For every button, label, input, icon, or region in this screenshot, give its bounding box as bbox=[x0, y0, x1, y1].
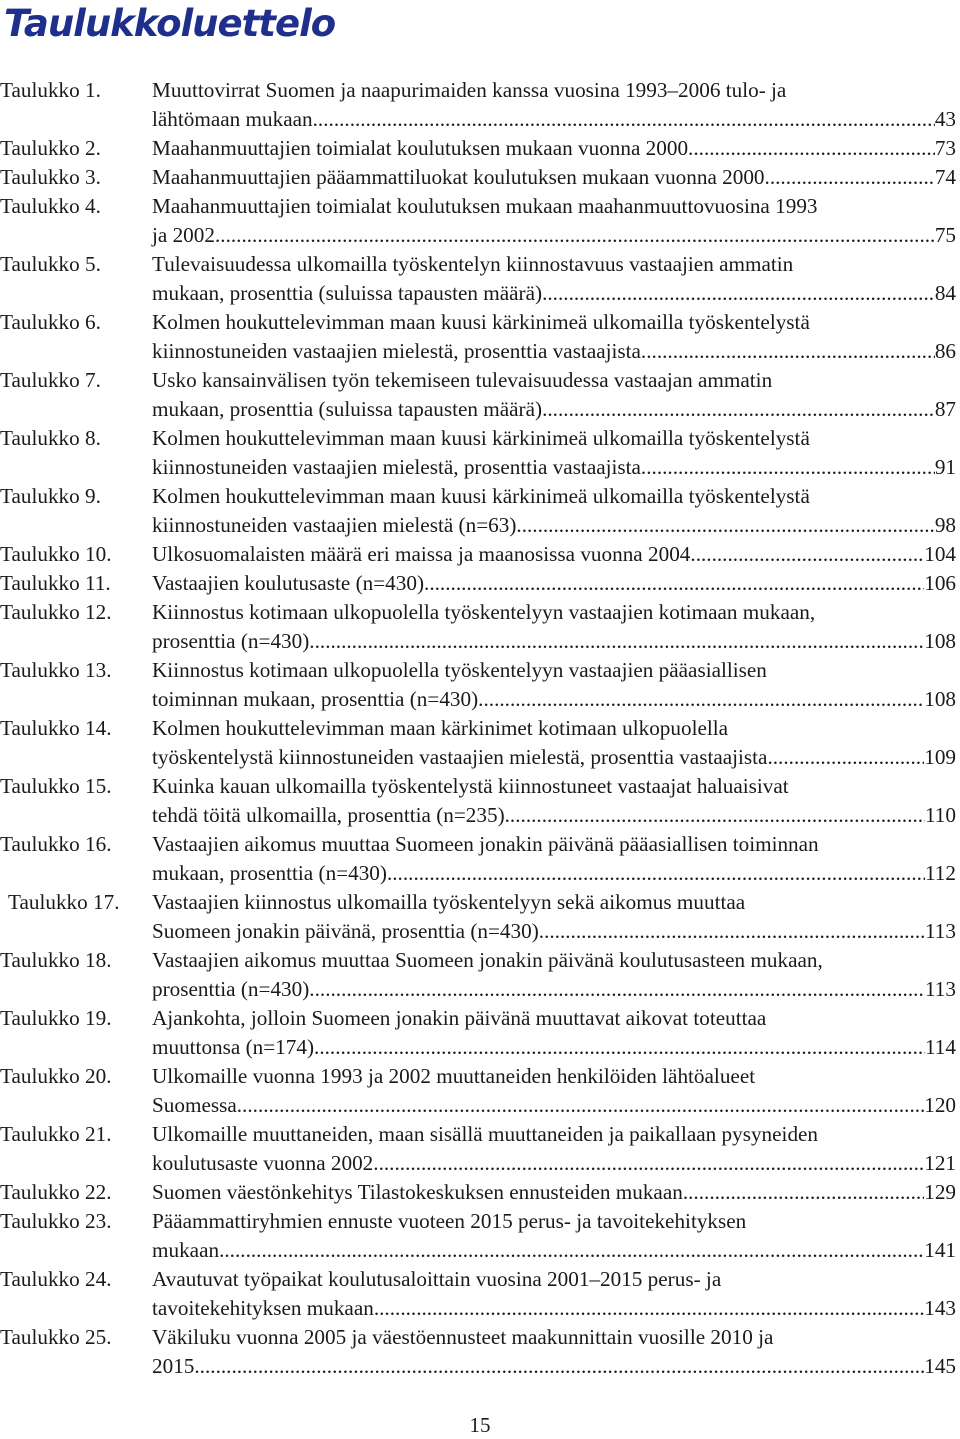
list-item[interactable] bbox=[0, 1004, 956, 1062]
caption-last-line bbox=[152, 569, 956, 598]
caption-last-line bbox=[152, 975, 956, 1004]
caption-line: Pääammattiryhmien ennuste vuoteen 2015 perus- ja tavoitekehityksen bbox=[152, 1209, 747, 1233]
caption-line: 2015. bbox=[152, 1354, 200, 1378]
page-reference[interactable]: 108 bbox=[924, 629, 956, 653]
caption-last-line bbox=[152, 627, 956, 656]
table-caption bbox=[152, 598, 956, 656]
list-item[interactable] bbox=[0, 598, 956, 656]
table-number: Taulukko 14. bbox=[0, 716, 112, 740]
dot-leader bbox=[693, 134, 934, 163]
table-caption bbox=[152, 1207, 956, 1265]
table-caption bbox=[152, 569, 956, 598]
page-reference[interactable]: 129 bbox=[924, 1180, 956, 1204]
dot-leader bbox=[688, 1178, 924, 1207]
table-number: Taulukko 12. bbox=[0, 600, 112, 624]
caption-last-line bbox=[152, 221, 956, 250]
page-reference[interactable]: 113 bbox=[925, 977, 956, 1001]
page-reference[interactable]: 143 bbox=[924, 1296, 956, 1320]
caption-line: mukaan, prosenttia (n=430). bbox=[152, 861, 393, 885]
table-number: Taulukko 8. bbox=[0, 426, 101, 450]
table-caption bbox=[152, 540, 956, 569]
list-item[interactable] bbox=[0, 1207, 956, 1265]
table-number: Taulukko 6. bbox=[0, 310, 101, 334]
dot-leader bbox=[510, 801, 925, 830]
caption-line: Ajankohta, jolloin Suomeen jonakin päivänä muuttavat aikovat toteuttaa bbox=[152, 1006, 767, 1030]
caption-last-line bbox=[152, 1294, 956, 1323]
caption-line: kiinnostuneiden vastaajien mielestä (n=63). bbox=[152, 513, 522, 537]
caption-last-line bbox=[152, 1091, 956, 1120]
caption-line: Kolmen houkuttelevimman maan kuusi kärkinimeä ulkomailla työskentelystä bbox=[152, 426, 810, 450]
caption-last-line bbox=[152, 511, 956, 540]
caption-line: muuttonsa (n=174). bbox=[152, 1035, 320, 1059]
caption-last-line bbox=[152, 134, 956, 163]
page-reference[interactable]: 113 bbox=[925, 919, 956, 943]
caption-line: mukaan, prosenttia (suluissa tapausten määrä). bbox=[152, 397, 548, 421]
list-item[interactable] bbox=[0, 424, 956, 482]
caption-line: mukaan. bbox=[152, 1238, 225, 1262]
page-reference[interactable]: 73 bbox=[934, 136, 956, 160]
table-caption bbox=[152, 1323, 956, 1381]
dot-leader bbox=[224, 1236, 924, 1265]
table-number: Taulukko 7. bbox=[0, 368, 101, 392]
table-caption bbox=[152, 424, 956, 482]
dot-leader bbox=[522, 511, 935, 540]
caption-line: Avautuvat työpaikat koulutusaloittain vuosina 2001–2015 perus- ja bbox=[152, 1267, 722, 1291]
caption-line: Tulevaisuudessa ulkomailla työskentelyn kiinnostavuus vastaajien ammatin bbox=[152, 252, 794, 276]
table-number: Taulukko 21. bbox=[0, 1122, 112, 1146]
table-number: Taulukko 1. bbox=[0, 78, 101, 102]
table-caption bbox=[152, 772, 956, 830]
table-caption bbox=[152, 1265, 956, 1323]
dot-leader bbox=[242, 1091, 924, 1120]
list-item[interactable] bbox=[0, 192, 956, 250]
caption-line: Suomeen jonakin päivänä, prosenttia (n=430). bbox=[152, 919, 545, 943]
caption-last-line bbox=[152, 917, 956, 946]
caption-line: koulutusaste vuonna 2002. bbox=[152, 1151, 379, 1175]
table-number: Taulukko 17. bbox=[8, 890, 120, 914]
list-item[interactable] bbox=[0, 888, 956, 946]
page-title: Taulukkoluettelo bbox=[4, 2, 336, 45]
table-number: Taulukko 10. bbox=[0, 542, 112, 566]
page-reference[interactable]: 108 bbox=[924, 687, 956, 711]
caption-line: Vastaajien aikomus muuttaa Suomeen jonakin päivänä koulutusasteen mukaan, bbox=[152, 948, 823, 972]
dot-leader bbox=[646, 337, 935, 366]
page-reference[interactable]: 109 bbox=[924, 745, 956, 769]
caption-last-line bbox=[152, 859, 956, 888]
caption-line: ja 2002. bbox=[152, 223, 221, 247]
page-reference[interactable]: 98 bbox=[934, 513, 956, 537]
dot-leader bbox=[315, 975, 925, 1004]
table-number: Taulukko 24. bbox=[0, 1267, 112, 1291]
page-reference[interactable]: 112 bbox=[925, 861, 956, 885]
table-number: Taulukko 11. bbox=[0, 571, 111, 595]
list-item[interactable] bbox=[0, 134, 956, 163]
table-caption bbox=[152, 163, 956, 192]
list-item[interactable] bbox=[0, 540, 956, 569]
table-caption bbox=[152, 308, 956, 366]
caption-line: toiminnan mukaan, prosenttia (n=430). bbox=[152, 687, 484, 711]
caption-line: Vastaajien kiinnostus ulkomailla työskentelyyn sekä aikomus muuttaa bbox=[152, 890, 746, 914]
caption-line: Ulkomaille muuttaneiden, maan sisällä muuttaneiden ja paikallaan pysyneiden bbox=[152, 1122, 819, 1146]
dot-leader bbox=[547, 395, 934, 424]
table-number: Taulukko 23. bbox=[0, 1209, 112, 1233]
caption-line: kiinnostuneiden vastaajien mielestä, prosenttia vastaajista. bbox=[152, 339, 647, 363]
table-caption bbox=[152, 366, 956, 424]
table-number: Taulukko 16. bbox=[0, 832, 112, 856]
caption-line: Vastaajien koulutusaste (n=430) bbox=[152, 571, 425, 595]
list-item[interactable] bbox=[0, 250, 956, 308]
caption-line: Maahanmuuttajien pääammattiluokat koulutuksen mukaan vuonna 2000. bbox=[152, 165, 770, 189]
caption-line: Kiinnostus kotimaan ulkopuolella työskentelyyn vastaajien pääasiallisen bbox=[152, 658, 767, 682]
table-number: Taulukko 20. bbox=[0, 1064, 112, 1088]
table-list bbox=[0, 76, 956, 1381]
page-reference[interactable]: 145 bbox=[924, 1354, 956, 1378]
dot-leader bbox=[544, 917, 925, 946]
dot-leader bbox=[483, 685, 924, 714]
caption-line: mukaan, prosenttia (suluissa tapausten määrä). bbox=[152, 281, 548, 305]
list-item[interactable] bbox=[0, 163, 956, 192]
caption-last-line bbox=[152, 1352, 956, 1381]
dot-leader bbox=[696, 540, 925, 569]
table-number: Taulukko 22. bbox=[0, 1180, 112, 1204]
table-caption bbox=[152, 946, 956, 1004]
caption-last-line bbox=[152, 1236, 956, 1265]
caption-line: Maahanmuuttajien toimialat koulutuksen mukaan vuonna 2000. bbox=[152, 136, 694, 160]
caption-line: prosenttia (n=430). bbox=[152, 629, 315, 653]
caption-last-line bbox=[152, 540, 956, 569]
caption-line: työskentelystä kiinnostuneiden vastaajien mielestä, prosenttia vastaajista. bbox=[152, 745, 773, 769]
list-item[interactable] bbox=[0, 656, 956, 714]
caption-last-line bbox=[152, 279, 956, 308]
page-reference[interactable]: 75 bbox=[934, 223, 956, 247]
page-reference[interactable]: 121 bbox=[924, 1151, 956, 1175]
caption-line: tavoitekehityksen mukaan. bbox=[152, 1296, 380, 1320]
dot-leader bbox=[319, 1033, 925, 1062]
page-reference[interactable]: 87 bbox=[934, 397, 956, 421]
caption-line: Ulkomaille vuonna 1993 ja 2002 muuttaneiden henkilöiden lähtöalueet bbox=[152, 1064, 756, 1088]
list-item[interactable] bbox=[0, 1265, 956, 1323]
table-caption bbox=[152, 250, 956, 308]
table-number: Taulukko 4. bbox=[0, 194, 101, 218]
caption-line: Väkiluku vuonna 2005 ja väestöennusteet maakunnittain vuosille 2010 ja bbox=[152, 1325, 774, 1349]
caption-line: Usko kansainvälisen työn tekemiseen tulevaisuudessa vastaajan ammatin bbox=[152, 368, 773, 392]
page-reference[interactable]: 43 bbox=[934, 107, 956, 131]
caption-line: prosenttia (n=430). bbox=[152, 977, 315, 1001]
caption-line: tehdä töitä ulkomailla, prosenttia (n=235). bbox=[152, 803, 510, 827]
dot-leader bbox=[315, 627, 925, 656]
caption-line: Maahanmuuttajien toimialat koulutuksen mukaan maahanmuuttovuosina 1993 bbox=[152, 194, 818, 218]
caption-last-line bbox=[152, 801, 956, 830]
table-caption bbox=[152, 888, 956, 946]
caption-line: Kolmen houkuttelevimman maan kuusi kärkinimeä ulkomailla työskentelystä bbox=[152, 310, 810, 334]
list-item[interactable] bbox=[0, 1178, 956, 1207]
list-item[interactable] bbox=[0, 772, 956, 830]
list-item[interactable] bbox=[0, 1062, 956, 1120]
page-reference[interactable]: 104 bbox=[924, 542, 956, 566]
list-item[interactable] bbox=[0, 714, 956, 772]
dot-leader bbox=[770, 163, 935, 192]
dot-leader bbox=[379, 1294, 924, 1323]
caption-line: Kuinka kauan ulkomailla työskentelystä kiinnostuneet vastaajat haluaisivat bbox=[152, 774, 789, 798]
list-item[interactable] bbox=[0, 366, 956, 424]
caption-line: Kolmen houkuttelevimman maan kuusi kärkinimeä ulkomailla työskentelystä bbox=[152, 484, 810, 508]
table-number: Taulukko 2. bbox=[0, 136, 101, 160]
dot-leader bbox=[547, 279, 934, 308]
dot-leader bbox=[392, 859, 925, 888]
caption-last-line bbox=[152, 1178, 956, 1207]
table-caption bbox=[152, 830, 956, 888]
page-reference[interactable]: 141 bbox=[924, 1238, 956, 1262]
table-caption bbox=[152, 656, 956, 714]
list-item[interactable] bbox=[0, 76, 956, 134]
page-reference[interactable]: 114 bbox=[925, 1035, 956, 1059]
table-number: Taulukko 25. bbox=[0, 1325, 112, 1349]
list-item[interactable] bbox=[0, 830, 956, 888]
page-reference[interactable]: 74 bbox=[934, 165, 956, 189]
table-number: Taulukko 15. bbox=[0, 774, 112, 798]
page-reference[interactable]: 120 bbox=[924, 1093, 956, 1117]
caption-line: Vastaajien aikomus muuttaa Suomeen jonakin päivänä pääasiallisen toiminnan bbox=[152, 832, 819, 856]
table-number: Taulukko 13. bbox=[0, 658, 112, 682]
list-item[interactable] bbox=[0, 308, 956, 366]
page-reference[interactable]: 84 bbox=[934, 281, 956, 305]
table-caption bbox=[152, 1062, 956, 1120]
list-item[interactable] bbox=[0, 946, 956, 1004]
table-caption bbox=[152, 192, 956, 250]
caption-line: Ulkosuomalaisten määrä eri maissa ja maanosissa vuonna 2004. bbox=[152, 542, 696, 566]
page-reference[interactable]: 110 bbox=[925, 803, 956, 827]
table-number: Taulukko 19. bbox=[0, 1006, 112, 1030]
caption-last-line bbox=[152, 453, 956, 482]
dot-leader bbox=[646, 453, 935, 482]
caption-last-line bbox=[152, 743, 956, 772]
caption-line: Muuttovirrat Suomen ja naapurimaiden kanssa vuosina 1993–2006 tulo- ja bbox=[152, 78, 787, 102]
caption-last-line bbox=[152, 163, 956, 192]
table-caption bbox=[152, 482, 956, 540]
table-number: Taulukko 9. bbox=[0, 484, 101, 508]
dot-leader bbox=[379, 1149, 925, 1178]
table-caption bbox=[152, 134, 956, 163]
table-caption bbox=[152, 1004, 956, 1062]
table-number: Taulukko 3. bbox=[0, 165, 101, 189]
caption-line: Kolmen houkuttelevimman maan kärkinimet kotimaan ulkopuolella bbox=[152, 716, 729, 740]
table-caption bbox=[152, 1120, 956, 1178]
table-number: Taulukko 5. bbox=[0, 252, 101, 276]
page-reference[interactable]: 106 bbox=[924, 571, 956, 595]
caption-last-line bbox=[152, 685, 956, 714]
caption-line: Kiinnostus kotimaan ulkopuolella työskentelyyn vastaajien kotimaan mukaan, bbox=[152, 600, 816, 624]
dot-leader bbox=[773, 743, 924, 772]
caption-last-line bbox=[152, 337, 956, 366]
table-caption bbox=[152, 1178, 956, 1207]
caption-last-line bbox=[152, 395, 956, 424]
dot-leader bbox=[424, 569, 924, 598]
dot-leader bbox=[200, 1352, 925, 1381]
caption-line: lähtömaan mukaan. bbox=[152, 107, 318, 131]
page-number: 15 bbox=[469, 1413, 491, 1437]
caption-line: Suomessa. bbox=[152, 1093, 243, 1117]
caption-last-line bbox=[152, 1149, 956, 1178]
table-caption bbox=[152, 76, 956, 134]
caption-line: Suomen väestönkehitys Tilastokeskuksen ennusteiden mukaan. bbox=[152, 1180, 689, 1204]
page-reference[interactable]: 91 bbox=[934, 455, 956, 479]
list-item[interactable] bbox=[0, 569, 956, 598]
list-item[interactable] bbox=[0, 1323, 956, 1381]
caption-line: kiinnostuneiden vastaajien mielestä, prosenttia vastaajista. bbox=[152, 455, 647, 479]
table-number: Taulukko 18. bbox=[0, 948, 112, 972]
caption-last-line bbox=[152, 1033, 956, 1062]
dot-leader bbox=[220, 221, 935, 250]
dot-leader bbox=[318, 105, 935, 134]
table-caption bbox=[152, 714, 956, 772]
caption-last-line bbox=[152, 105, 956, 134]
list-item[interactable] bbox=[0, 482, 956, 540]
list-item[interactable] bbox=[0, 1120, 956, 1178]
page-reference[interactable]: 86 bbox=[934, 339, 956, 363]
